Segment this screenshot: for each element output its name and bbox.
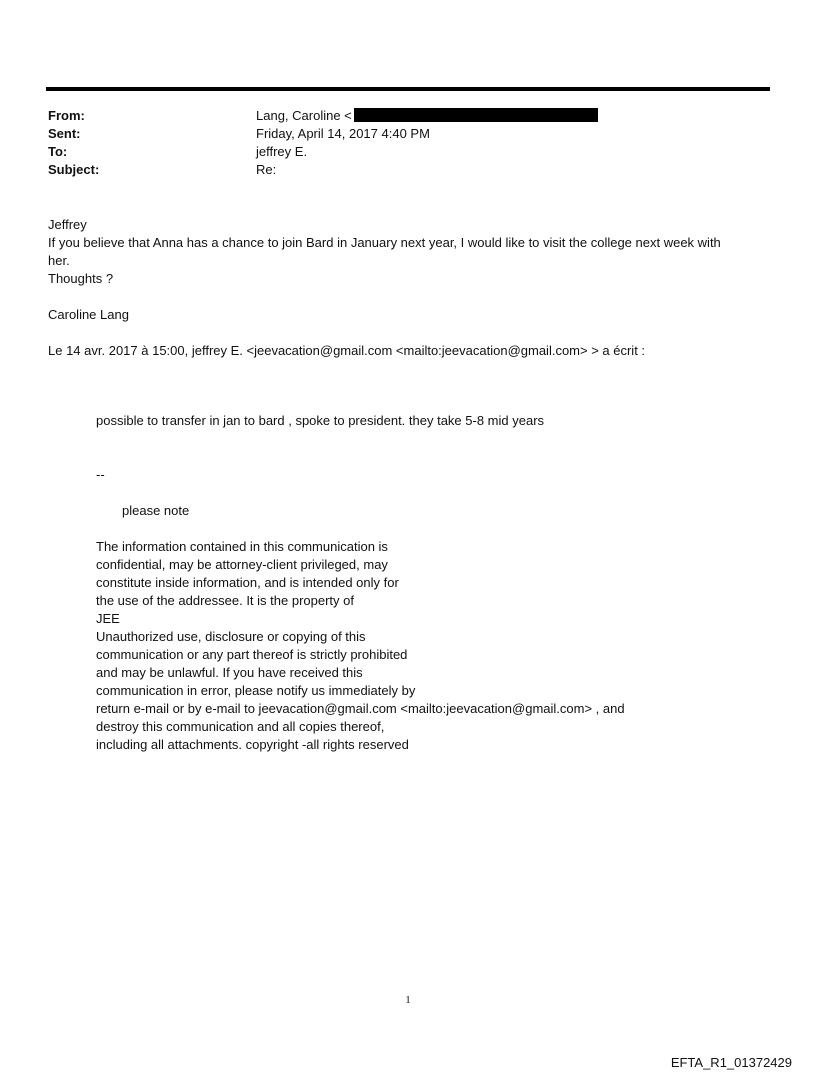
disclaimer-line: communication or any part thereof is strictly prohibited (96, 647, 408, 662)
subject-value: Re: (256, 162, 277, 177)
sent-label: Sent: (48, 126, 81, 141)
header-rule (46, 87, 770, 91)
disclaimer-line: The information contained in this communication is (96, 539, 388, 554)
from-label: From: (48, 108, 85, 123)
disclaimer-line: communication in error, please notify us immediately by (96, 683, 416, 698)
subject-row (48, 161, 598, 179)
quoted-text (96, 412, 696, 430)
document-id: EFTA_R1_01372429 (670, 1055, 792, 1070)
page-number: 1 (405, 994, 411, 1006)
redaction-bar (354, 108, 598, 122)
disclaimer-line: return e-mail or by e-mail to jeevacation@gmail.com <mailto:jeevacation@gmail.com> , and (96, 701, 625, 716)
disclaimer-line: including all attachments. copyright -all rights reserved (96, 737, 409, 752)
message-body (48, 216, 768, 360)
disclaimer-line: the use of the addressee. It is the property of (96, 593, 354, 608)
body-line: If you believe that Anna has a chance to join Bard in January next year, I would like to visit the college next week with (48, 235, 721, 250)
greeting: Jeffrey (48, 217, 87, 232)
sent-value: Friday, April 14, 2017 4:40 PM (256, 126, 430, 141)
please-note-text: please note (122, 503, 190, 518)
to-value: jeffrey E. (256, 144, 308, 159)
to-row (48, 143, 598, 161)
disclaimer-line: JEE (96, 611, 120, 626)
from-row (48, 107, 598, 125)
body-line: her. (48, 253, 70, 268)
to-label: To: (48, 144, 68, 159)
email-header (48, 107, 598, 179)
disclaimer (96, 538, 696, 754)
separator: -- (96, 467, 105, 482)
disclaimer-line: confidential, may be attorney-client privileged, may (96, 557, 388, 572)
disclaimer-line: and may be unlawful. If you have received this (96, 665, 363, 680)
signature-separator (96, 466, 696, 484)
disclaimer-line: constitute inside information, and is intended only for (96, 575, 399, 590)
disclaimer-line: destroy this communication and all copies thereof, (96, 719, 385, 734)
body-line: Thoughts ? (48, 271, 114, 286)
from-value (256, 107, 598, 125)
from-name: Lang, Caroline < (256, 108, 352, 123)
quoted-line: possible to transfer in jan to bard , spoke to president. they take 5-8 mid years (96, 413, 545, 428)
disclaimer-line: Unauthorized use, disclosure or copying of this (96, 629, 366, 644)
sent-row (48, 125, 598, 143)
reply-header: Le 14 avr. 2017 à 15:00, jeffrey E. <jeevacation@gmail.com <mailto:jeevacation@gmail.com> > a écrit : (48, 343, 646, 358)
subject-label: Subject: (48, 162, 100, 177)
signature: Caroline Lang (48, 307, 129, 322)
please-note (122, 502, 722, 520)
